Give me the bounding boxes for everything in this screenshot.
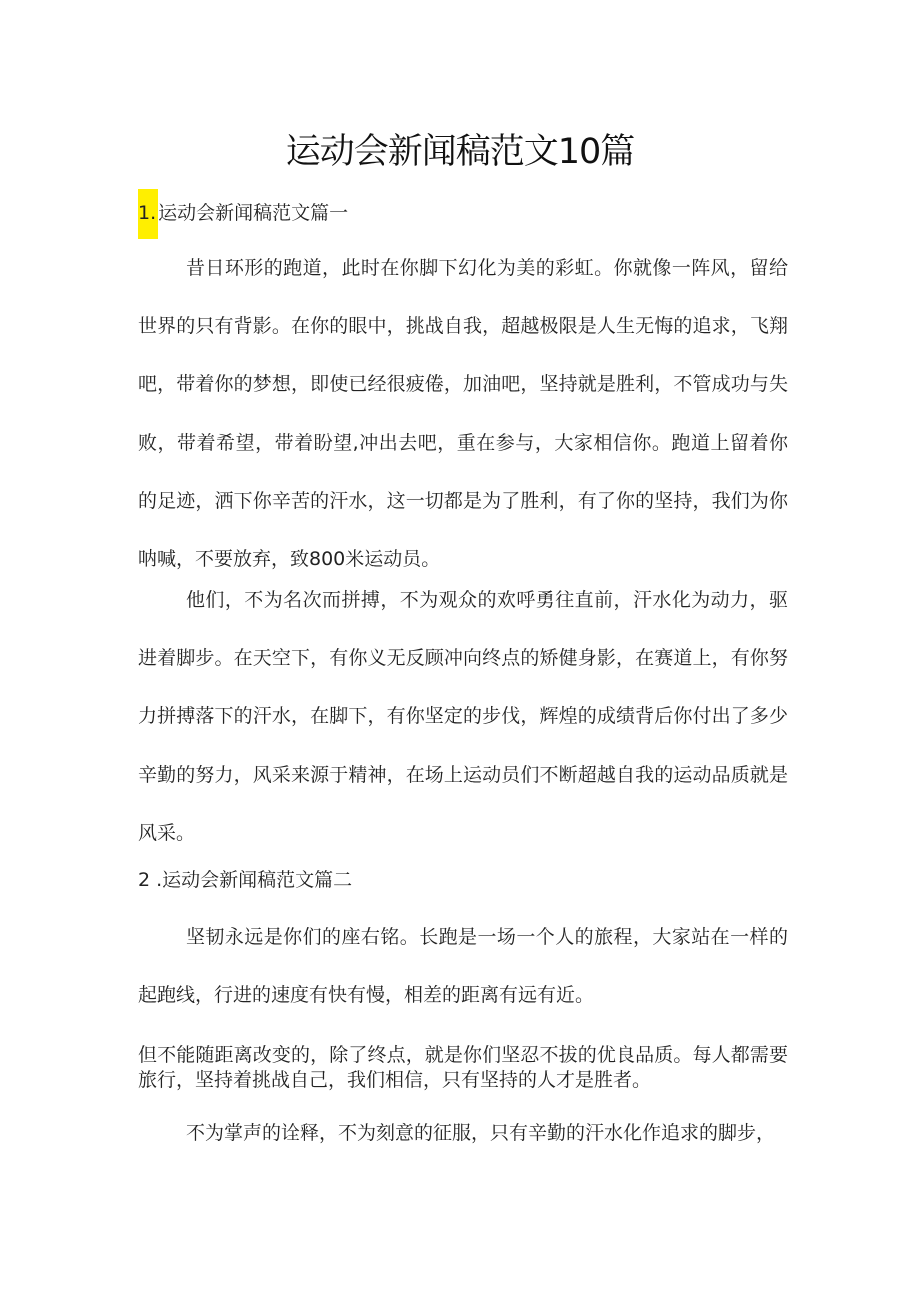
paragraph-2-2: 但不能随距离改变的，除了终点，就是你们坚忍不拔的优良品质。每人都需要旅行，坚持着挑战自己，我们相信，只有坚持的人才是胜者。 bbox=[138, 1044, 788, 1091]
section-number-2: 2 . bbox=[138, 869, 163, 891]
section-heading-text-2: 运动会新闻稿范文篇二 bbox=[162, 869, 353, 891]
section-number-1: 1. bbox=[138, 189, 158, 239]
section-heading-text-1: 运动会新闻稿范文篇一 bbox=[158, 202, 349, 224]
section-heading-2 bbox=[138, 866, 352, 894]
section-heading-1 bbox=[138, 199, 348, 239]
paragraph-2-1: 坚韧永远是你们的座右铭。长跑是一场一个人的旅程，大家站在一样的起跑线，行进的速度有快有慢，相差的距离有远有近。 bbox=[138, 926, 788, 1007]
paragraph-1-1: 昔日环形的跑道，此时在你脚下幻化为美的彩虹。你就像一阵风，留给世界的只有背影。在你的眼中，挑战自我，超越极限是人生无悔的追求，飞翔吧，带着你的梦想，即使已经很疲倦，加油吧，坚持就是胜利，不管成功与失败，带着希望，带着盼望,冲出去吧，重在参与，大家相信你。跑道上留着你的足迹，洒下你辛苦的汗水，这一切都是为了胜利，有了你的坚持，我们为你呐喊，不要放弃，致800米运动员。 bbox=[138, 257, 788, 571]
paragraph-1-2: 他们，不为名次而拼搏，不为观众的欢呼勇往直前，汗水化为动力，驱进着脚步。在天空下，有你义无反顾冲向终点的矫健身影，在赛道上，有你努力拼搏落下的汗水，在脚下，有你坚定的步伐，辉煌的成绩背后你付出了多少辛勤的努力，风采来源于精神，在场上运动员们不断超越自我的运动品质就是风采。 bbox=[138, 589, 788, 844]
document-title: 运动会新闻稿范文10篇 bbox=[285, 132, 635, 172]
paragraph-2-3: 不为掌声的诠释，不为刻意的征服，只有辛勤的汗水化作追求的脚步， bbox=[186, 1122, 776, 1144]
